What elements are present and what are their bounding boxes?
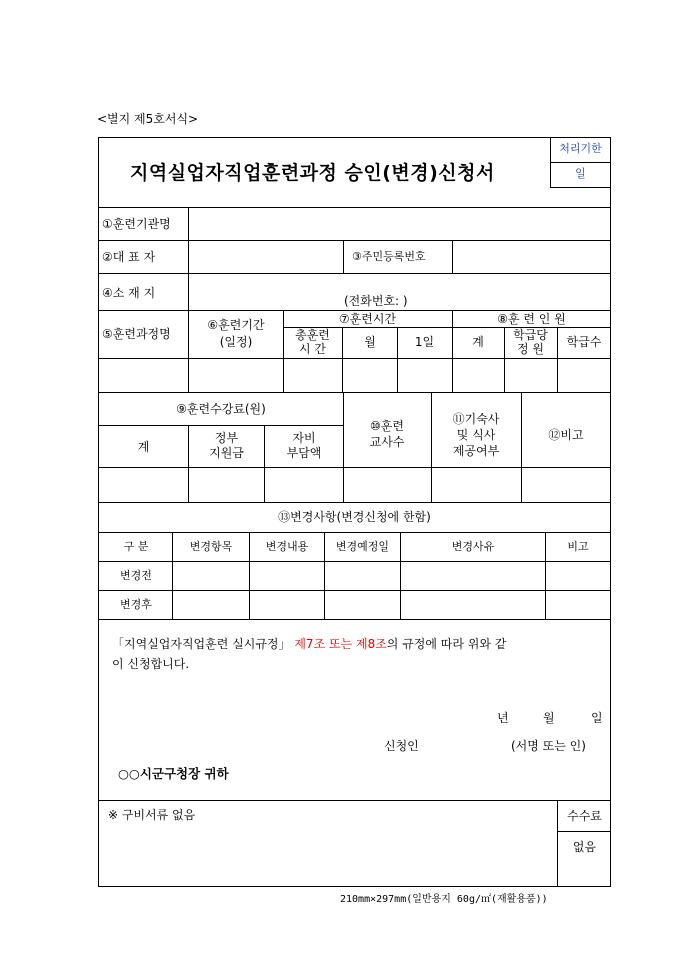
grid-line bbox=[98, 310, 611, 311]
grid-line bbox=[264, 425, 265, 502]
month-hours-field[interactable] bbox=[344, 360, 396, 391]
change-after-reason-field[interactable] bbox=[402, 592, 544, 618]
teacher-count-label-2: 교사수 bbox=[369, 435, 405, 449]
grid-line bbox=[98, 240, 611, 241]
grid-line bbox=[98, 467, 611, 468]
per-class-field[interactable] bbox=[506, 360, 556, 391]
trainees-label: ⑧훈 련 인 원 bbox=[497, 312, 566, 326]
grid-line bbox=[98, 590, 611, 591]
changes-header: ⑬변경사항(변경신청에 한함) bbox=[278, 510, 431, 524]
total-hours-label: 총훈련 bbox=[295, 328, 330, 342]
lodging-label-2: 및 식사 bbox=[456, 428, 496, 442]
daily-label: 1일 bbox=[414, 335, 435, 349]
date-day: 일 bbox=[591, 711, 603, 725]
remarks-field[interactable] bbox=[523, 469, 609, 501]
lodging-field[interactable] bbox=[433, 469, 520, 501]
change-after-date-field[interactable] bbox=[326, 592, 399, 618]
form-number-label: <별지 제5호서식> bbox=[97, 112, 199, 126]
address-label: ④소 재 지 bbox=[102, 286, 156, 300]
processing-box-divider bbox=[550, 162, 611, 163]
recipient-label: ○○시군구청장 귀하 bbox=[118, 766, 229, 781]
change-before-item-field[interactable] bbox=[174, 563, 248, 589]
grid-line bbox=[98, 561, 611, 562]
self-pay-label-2: 부담액 bbox=[286, 446, 322, 460]
signature-label: (서명 또는 인) bbox=[511, 739, 586, 753]
teacher-count-field[interactable] bbox=[345, 469, 430, 501]
changes-col-item: 변경항목 bbox=[189, 540, 233, 553]
remarks-label: ⑫비고 bbox=[548, 428, 584, 442]
tuition-header: ⑨훈련수강료(원) bbox=[176, 402, 266, 416]
course-name-label: ⑤훈련과정명 bbox=[102, 327, 171, 341]
class-count-label: 학급수 bbox=[566, 335, 602, 349]
month-label: 월 bbox=[364, 335, 376, 349]
grid-line bbox=[98, 358, 611, 359]
resident-number-field[interactable] bbox=[454, 242, 609, 272]
grid-line bbox=[521, 392, 522, 502]
training-period-schedule-label: (일정) bbox=[219, 335, 253, 349]
grid-line bbox=[98, 800, 611, 801]
changes-row-after: 변경후 bbox=[120, 598, 152, 611]
changes-col-remarks: 비고 bbox=[567, 540, 589, 553]
statement-regulation: 「지역실업자직업훈련 실시규정」 bbox=[112, 637, 291, 651]
grid-line bbox=[98, 619, 611, 620]
representative-field[interactable] bbox=[190, 242, 342, 272]
date-month: 월 bbox=[543, 711, 555, 725]
training-hours-label: ⑦훈련시간 bbox=[338, 312, 397, 326]
gov-subsidy-label: 정부 bbox=[214, 431, 239, 445]
grid-line bbox=[452, 240, 453, 273]
self-pay-label: 자비 bbox=[292, 431, 316, 445]
training-period-field[interactable] bbox=[190, 360, 282, 391]
class-count-field[interactable] bbox=[559, 360, 609, 391]
applicant-label: 신청인 bbox=[384, 739, 419, 753]
representative-label: ②대 표 자 bbox=[102, 250, 156, 264]
fee-value: 없음 bbox=[572, 840, 597, 854]
org-name-field[interactable] bbox=[190, 209, 609, 239]
change-before-date-field[interactable] bbox=[326, 563, 399, 589]
change-after-content-field[interactable] bbox=[251, 592, 323, 618]
change-before-reason-field[interactable] bbox=[402, 563, 544, 589]
course-name-field[interactable] bbox=[100, 360, 187, 391]
processing-deadline-value: 일 bbox=[575, 167, 586, 180]
tuition-sum-label: 계 bbox=[137, 440, 150, 454]
per-class-label-2: 정 원 bbox=[517, 342, 544, 356]
gov-subsidy-field[interactable] bbox=[190, 469, 263, 501]
grid-line bbox=[98, 207, 611, 208]
teacher-count-label: ⑩훈련 bbox=[370, 419, 404, 433]
statement-tail: 의 규정에 따라 위와 같 bbox=[386, 637, 507, 651]
changes-col-reason: 변경사유 bbox=[451, 540, 495, 553]
grid-line bbox=[188, 425, 189, 502]
change-after-item-field[interactable] bbox=[174, 592, 248, 618]
fee-label: 수수료 bbox=[567, 809, 602, 823]
lodging-label-3: 제공여부 bbox=[452, 444, 500, 458]
grid-line bbox=[98, 273, 611, 274]
changes-row-before: 변경전 bbox=[120, 569, 152, 582]
trainees-sum-field[interactable] bbox=[454, 360, 503, 391]
total-hours-label-2: 시 간 bbox=[299, 342, 326, 356]
changes-col-content: 변경내용 bbox=[265, 540, 309, 553]
change-after-remarks-field[interactable] bbox=[547, 592, 609, 618]
grid-line bbox=[188, 207, 189, 310]
required-documents-note: ※ 구비서류 없음 bbox=[108, 808, 196, 822]
daily-hours-field[interactable] bbox=[399, 360, 451, 391]
changes-col-date: 변경예정일 bbox=[335, 540, 390, 553]
grid-line bbox=[98, 392, 611, 393]
resident-number-label: ③주민등록번호 bbox=[352, 250, 426, 263]
grid-line bbox=[98, 532, 611, 533]
applicant-name-field[interactable] bbox=[425, 735, 505, 755]
grid-line bbox=[188, 310, 189, 392]
training-period-label: ⑥훈련기간 bbox=[207, 318, 265, 332]
grid-line bbox=[343, 240, 344, 273]
gov-subsidy-label-2: 지원금 bbox=[209, 446, 244, 460]
paper-spec: 210mm×297mm(일반용지 60g/㎡(재활용품)) bbox=[340, 894, 548, 905]
change-before-remarks-field[interactable] bbox=[547, 563, 609, 589]
processing-box-bottom bbox=[550, 187, 611, 188]
tuition-sum-field[interactable] bbox=[100, 469, 187, 501]
grid-line bbox=[557, 831, 611, 832]
total-hours-field[interactable] bbox=[285, 360, 341, 391]
changes-col-category: 구 분 bbox=[123, 540, 149, 553]
statement-line-1 bbox=[112, 637, 506, 651]
date-year: 년 bbox=[497, 711, 509, 725]
self-pay-field[interactable] bbox=[266, 469, 342, 501]
phone-label: (전화번호: ) bbox=[344, 294, 408, 308]
trainees-sum-label: 계 bbox=[472, 335, 484, 349]
grid-line bbox=[98, 502, 611, 503]
change-before-content-field[interactable] bbox=[251, 563, 323, 589]
processing-deadline-label: 처리기한 bbox=[559, 142, 602, 155]
grid-line bbox=[98, 425, 343, 426]
org-name-label: ①훈련기관명 bbox=[102, 217, 171, 231]
per-class-label: 학급당 bbox=[513, 328, 548, 342]
statement-articles: 제7조 또는 제8조 bbox=[294, 637, 387, 651]
lodging-label: ⑪기숙사 bbox=[452, 412, 500, 426]
statement-line-2: 이 신청합니다. bbox=[112, 657, 190, 671]
form-title: 지역실업자직업훈련과정 승인(변경)신청서 bbox=[130, 162, 495, 184]
